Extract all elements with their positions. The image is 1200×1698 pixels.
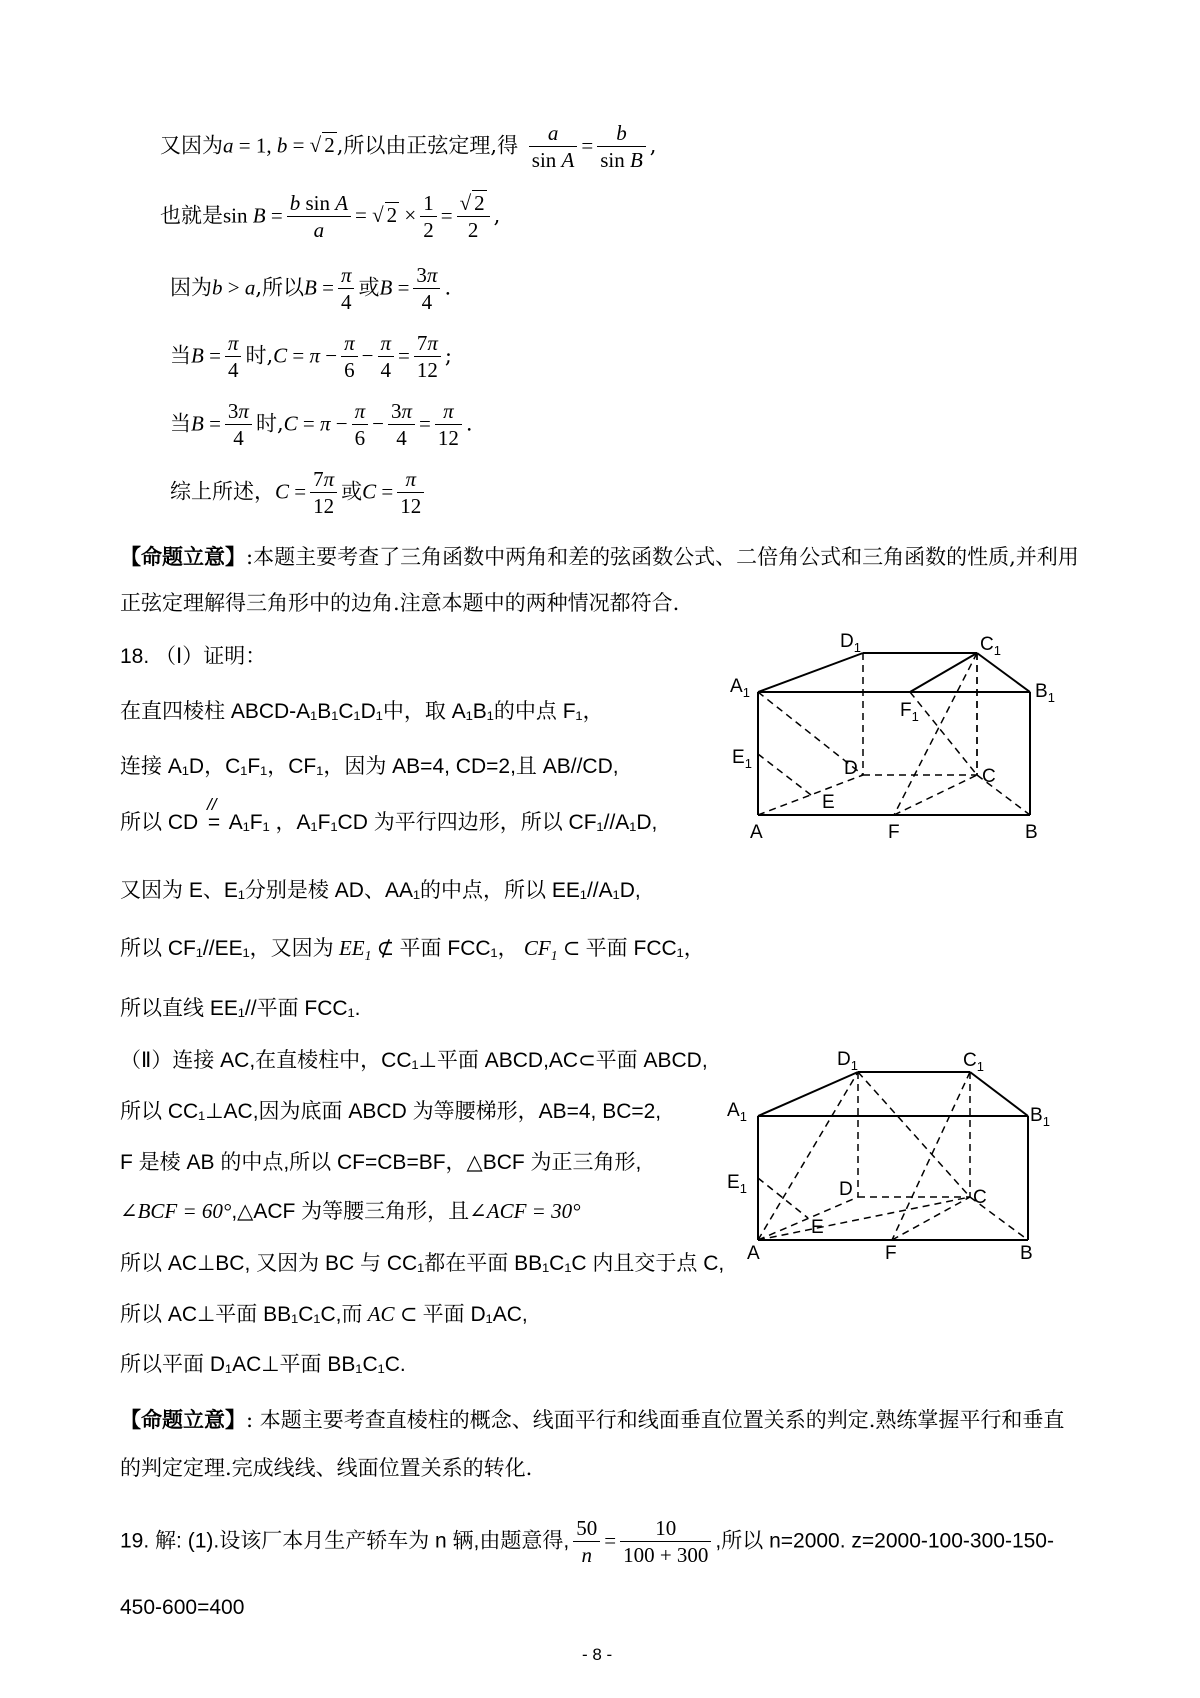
fig1-label-A: A <box>750 822 763 843</box>
fraction-pi-4: $\frac{\pi}{4}$ <box>225 330 242 384</box>
fraction-pi-12: $\frac{\pi}{12}$ <box>397 466 424 520</box>
figure-prism-1 <box>730 630 1055 852</box>
sol18-p2-line4: ∠BCF = 60°,△ACF 为等腰三角形，且∠ACF = 30° <box>120 1199 581 1223</box>
fraction-pi-4: $\frac{\pi}{4}$ <box>338 262 355 316</box>
fig1-label-B1: $B_1$ <box>1035 681 1055 705</box>
fig1-label-F1: $F_1$ <box>900 700 919 724</box>
intent-17: 【命题立意】:本题主要考查了三角函数中两角和差的弦函数公式、二倍角公式和三角函数的性质,并利用 <box>120 544 1079 569</box>
sol18-p2-line7: 所以平面 D₁AC⊥平面 BB₁C₁C. <box>120 1353 406 1376</box>
fig1-label-B: B <box>1025 822 1038 843</box>
fig1-label-D1: $D_1$ <box>840 631 861 655</box>
sol18-line2: 连接 A₁D，C₁F₁，CF₁，因为 AB=4, CD=2,且 AB//CD, <box>120 755 619 778</box>
sol18-line6: 所以直线 EE₁//平面 FCC₁. <box>120 997 361 1020</box>
fig2-label-E1: $E_1$ <box>727 1172 747 1196</box>
fraction-7pi-12: $\frac{7\pi}{12}$ <box>414 330 441 384</box>
fraction-b-sinB: $\frac{b}{\text{sin B}}$ <box>597 120 646 174</box>
fraction-pi-6: $\frac{\pi}{6}$ <box>341 330 358 384</box>
sol18-p2-line1: （Ⅱ）连接 AC,在直棱柱中，CC₁⊥平面 ABCD,AC⊂平面 ABCD, <box>120 1049 708 1072</box>
fig1-label-F: F <box>888 822 900 843</box>
sol18-title: 18. （Ⅰ）证明： <box>120 645 267 668</box>
fraction-50-n: $\frac{50}{n}$ <box>573 1515 600 1569</box>
fig2-label-A1: $A_1$ <box>727 1100 747 1124</box>
parallel-equal-symbol: // = <box>207 795 221 834</box>
fig2-label-C: C <box>973 1187 987 1208</box>
fraction-pi-6: $\frac{\pi}{6}$ <box>352 398 369 452</box>
fig1-label-C: C <box>982 766 996 787</box>
sol18-p2-line5: 所以 AC⊥BC, 又因为 BC 与 CC₁都在平面 BB₁C₁C 内且交于点 C, <box>120 1252 725 1275</box>
given-values: a <box>223 133 234 158</box>
fraction-root2-over-2: $\frac{√ 2}{2}$ <box>457 190 490 244</box>
fig1-label-D: D <box>844 758 858 779</box>
fig2-label-B1: $B_1$ <box>1030 1105 1050 1129</box>
line-sine-law: 又因为a = 1, b = √ 2,所以由正弦定理,得 $\frac{a}{\text{sin A}}$ = $\frac{b}{\text{sin B}}$ , <box>160 121 657 173</box>
EE1-symbol: $EE_1$ ⊄ <box>333 936 400 963</box>
sol18-line5: 所以 CF₁//EE₁，又因为 $EE_1$ ⊄ 平面 FCC₁， $CF_1$ ⊂ 平面 FCC₁， <box>120 936 705 963</box>
CF1-symbol: $CF_1$ ⊂ <box>518 936 586 963</box>
fig1-label-A1: $A_1$ <box>730 676 750 700</box>
angle-BCF: ∠BCF = 60° <box>120 1199 232 1223</box>
sol18-p2-line6: 所以 AC⊥平面 BB₁C₁C,而 AC ⊂ 平面 D₁AC, <box>120 1302 528 1326</box>
sol18-p2-line3: F 是棱 AB 的中点,所以 CF=CB=BF，△BCF 为正三角形, <box>120 1151 642 1174</box>
fraction-half: $\frac{1}{2}$ <box>420 190 437 244</box>
figure-prism-2 <box>725 1040 1055 1264</box>
sol18-line1: 在直四棱柱 ABCD-A₁B₁C₁D₁中，取 A₁B₁的中点 F₁， <box>120 700 604 723</box>
fig2-label-D1: $D_1$ <box>837 1049 858 1073</box>
fig1-label-E: E <box>822 792 835 813</box>
fraction-bsinA-a: $\frac{\text{b sin A}}{a}$ <box>287 190 351 244</box>
fraction-pi-4: $\frac{\pi}{4}$ <box>378 330 395 384</box>
fig2-label-A: A <box>747 1243 760 1264</box>
line-summary: 综上所述，C = $\frac{7\pi}{12}$ 或C = $\frac{\pi}{12}$ <box>170 466 428 520</box>
sol19-line2: 450-600=400 <box>120 1596 245 1619</box>
AC-subset: AC ⊂ <box>362 1302 423 1326</box>
fig1-label-C1: $C_1$ <box>980 634 1001 658</box>
intent-18: 【命题立意】: 本题主要考查直棱柱的概念、线面平行和线面垂直位置关系的判定.熟练掌握平行和垂直 <box>120 1407 1065 1432</box>
sol18-p2-line2: 所以 CC₁⊥AC,因为底面 ABCD 为等腰梯形，AB=4, BC=2, <box>120 1100 662 1123</box>
page-number: - 8 - <box>582 1645 613 1664</box>
angle-ACF: ∠ACF = 30° <box>469 1199 581 1223</box>
fig2-label-D: D <box>839 1179 853 1200</box>
line-case2: 当B = $\frac{3\pi}{4}$ 时,C = π − $\frac{\pi}{6}$ − $\frac{3\pi}{4}$ = $\frac{\pi}{12}$ . <box>170 399 473 451</box>
fig2-label-F: F <box>885 1243 897 1264</box>
line-case1: 当B = $\frac{\pi}{4}$ 时,C = π − $\frac{\pi}{6}$ − $\frac{\pi}{4}$ = $\frac{7\pi}{12}$ ; <box>170 331 452 383</box>
intent-18-cont: 的判定定理.完成线线、线面位置关系的转化. <box>120 1456 533 1480</box>
fraction-3pi-4: $\frac{3\pi}{4}$ <box>388 398 415 452</box>
fig2-label-E: E <box>811 1217 824 1238</box>
line-b-gt-a: 因为b > a,所以B = $\frac{\pi}{4}$ 或B = $\frac{3\pi}{4}$ . <box>170 263 452 315</box>
fraction-a-sinA: $\frac{a}{\text{sin A}}$ <box>529 120 578 174</box>
fraction-pi-12: $\frac{\pi}{12}$ <box>435 398 462 452</box>
sol19-line1: 19. 解: (1).设该厂本月生产轿车为 n 辆,由题意得, $\frac{50}{n}$ = $\frac{10}{100 + 300}$ ,所以 n=2000. z=2000-100-300-150- <box>120 1516 1054 1568</box>
fraction-3pi-4: $\frac{3\pi}{4}$ <box>225 398 252 452</box>
intent-17-cont: 正弦定理解得三角形中的边角.注意本题中的两种情况都符合. <box>120 591 680 615</box>
line-sinB: 也就是sin B = $\frac{\text{b sin A}}{a}$ = √ 2 × $\frac{1}{2}$ = $\frac{√ 2}{2}$ , <box>160 191 501 243</box>
fig2-label-B: B <box>1020 1243 1033 1264</box>
fraction-3pi-4: $\frac{3\pi}{4}$ <box>413 262 440 316</box>
fig1-label-E1: $E_1$ <box>732 747 752 771</box>
fraction-10-over-400: $\frac{10}{100 + 300}$ <box>620 1515 711 1569</box>
sol18-line4: 又因为 E、E₁分别是棱 AD、AA₁的中点，所以 EE₁//A₁D, <box>120 879 641 902</box>
fig2-label-C1: $C_1$ <box>963 1050 984 1074</box>
fraction-7pi-12: $\frac{7\pi}{12}$ <box>310 466 337 520</box>
sol18-line3: 所以 CD // = A₁F₁ ，A₁F₁CD 为平行四边形，所以 CF₁//A₁D, <box>120 795 658 834</box>
